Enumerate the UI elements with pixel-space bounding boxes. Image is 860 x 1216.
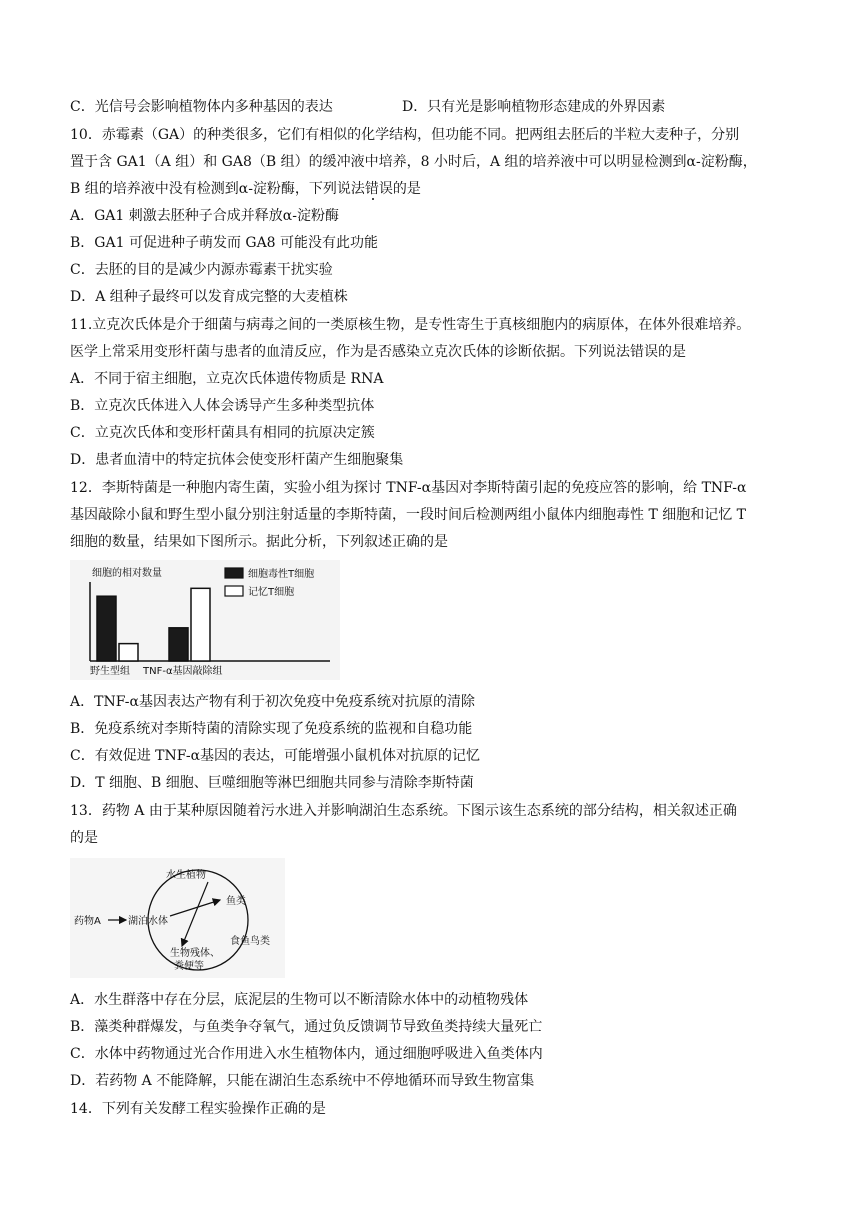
q12-option-d: D．T 细胞、B 细胞、巨噬细胞等淋巴细胞共同参与清除李斯特菌 xyxy=(70,775,474,791)
legend-label: 细胞毒性T细胞 xyxy=(248,569,315,580)
q10-option-c: C．去胚的目的是减少内源赤霉素干扰实验 xyxy=(70,262,333,278)
q13-option-d: D．若药物 A 不能降解，只能在湖泊生态系统中不停地循环而导致生物富集 xyxy=(70,1073,535,1089)
q13-stem-line1: 13．药物 A 由于某种原因随着污水进入并影响湖泊生态系统。下图示该生态系统的部分结构，相关叙述正确 xyxy=(70,803,737,819)
q10-option-a: A．GA1 刺激去胚种子合成并释放α-淀粉酶 xyxy=(70,208,339,224)
q10-stem-line1: 10．赤霉素（GA）的种类很多，它们有相似的化学结构，但功能不同。把两组去胚后的半粒大麦种子，分别 xyxy=(70,127,740,143)
bar-cytotoxic-wild-type xyxy=(97,596,116,661)
bar-cytotoxic-knockout xyxy=(169,628,188,661)
legend-swatch xyxy=(225,568,243,578)
q13-option-a: A．水生群落中存在分层，底泥层的生物可以不断清除水体中的动植物残体 xyxy=(70,992,529,1008)
legend-swatch xyxy=(225,586,243,596)
q10-stem-line2: 置于含 GA1（A 组）和 GA8（B 组）的缓冲液中培养，8 小时后，A 组的培养液中可以明显检测到α-淀粉酶， xyxy=(70,154,757,170)
node-aquatic-plants: 水生植物 xyxy=(166,870,206,881)
node-fish: 鱼类 xyxy=(226,896,246,907)
q12-stem-line1: 12．李斯特菌是一种胞内寄生菌，实验小组为探讨 TNF-α基因对李斯特菌引起的免疫应答的影响，给 TNF-α xyxy=(70,480,747,496)
chart-y-axis-label: 细胞的相对数量 xyxy=(92,568,162,579)
q11-option-a: A．不同于宿主细胞，立克次氏体遗传物质是 RNA xyxy=(70,371,384,387)
node-drug-a: 药物A xyxy=(74,916,101,927)
node-remains: 生物残体、 xyxy=(170,948,220,959)
q11-option-c: C．立克次氏体和变形杆菌具有相同的抗原决定簇 xyxy=(70,425,375,441)
q9-option-d: D．只有光是影响植物形态建成的外界因素 xyxy=(402,99,666,115)
ecosystem-diagram xyxy=(70,858,285,978)
q10-stem-line3 xyxy=(70,179,421,199)
x-tick-label: 野生型组 xyxy=(90,666,130,677)
q13-option-c: C．水体中药物通过光合作用进入水生植物体内，通过细胞呼吸进入鱼类体内 xyxy=(70,1046,543,1062)
bar-memory-wild-type xyxy=(119,644,138,661)
q12-option-a: A．TNF-α基因表达产物有利于初次免疫中免疫系统对抗原的清除 xyxy=(70,694,475,710)
q10-stem-part: 误的是 xyxy=(378,181,421,197)
q10-option-d: D．A 组种子最终可以发育成完整的大麦植株 xyxy=(70,289,348,305)
q12-stem-line3: 细胞的数量，结果如下图所示。据此分析，下列叙述正确的是 xyxy=(70,534,448,550)
node-lake-water: 湖泊水体 xyxy=(128,916,168,927)
q11-option-d: D．患者血清中的特定抗体会使变形杆菌产生细胞聚集 xyxy=(70,452,404,468)
q11-option-b: B．立克次氏体进入人体会诱导产生多种类型抗体 xyxy=(70,398,375,414)
q10-option-b: B．GA1 可促进种子萌发而 GA8 可能没有此功能 xyxy=(70,235,379,251)
node-feces: 粪便等 xyxy=(174,961,204,972)
q13-stem-line2: 的是 xyxy=(70,830,98,846)
q14-stem-line1: 14．下列有关发酵工程实验操作正确的是 xyxy=(70,1101,326,1117)
q12-option-b: B．免疫系统对李斯特菌的清除实现了免疫系统的监视和自稳功能 xyxy=(70,721,473,737)
q10-emphasis-char: 错 xyxy=(364,181,379,197)
q11-stem-line2: 医学上常采用变形杆菌与患者的血清反应，作为是否感染立克次氏体的诊断依据。下列说法错误的是 xyxy=(70,344,686,360)
legend-label: 记忆T细胞 xyxy=(248,587,295,598)
q12-option-c: C．有效促进 TNF-α基因的表达，可能增强小鼠机体对抗原的记忆 xyxy=(70,748,481,764)
bar-memory-knockout xyxy=(191,588,210,661)
node-fish-eating-birds: 食鱼鸟类 xyxy=(230,936,270,947)
q13-option-b: B．藻类种群爆发，与鱼类争夺氧气，通过负反馈调节导致鱼类持续大量死亡 xyxy=(70,1019,543,1035)
q11-stem-line1: 11.立克次氏体是介于细菌与病毒之间的一类原核生物，是专性寄生于真核细胞内的病原体，在体外很难培养。 xyxy=(70,317,751,333)
q10-stem-part: B 组的培养液中没有检测到α-淀粉酶，下列说法 xyxy=(70,181,365,197)
q9-option-c: C．光信号会影响植物体内多种基因的表达 xyxy=(70,99,333,115)
x-tick-label: TNF-α基因敲除组 xyxy=(143,666,223,677)
q12-stem-line2: 基因敲除小鼠和野生型小鼠分别注射适量的李斯特菌，一段时间后检测两组小鼠体内细胞毒性 T 细胞和记忆 T xyxy=(70,507,747,523)
bar-chart xyxy=(70,560,340,680)
